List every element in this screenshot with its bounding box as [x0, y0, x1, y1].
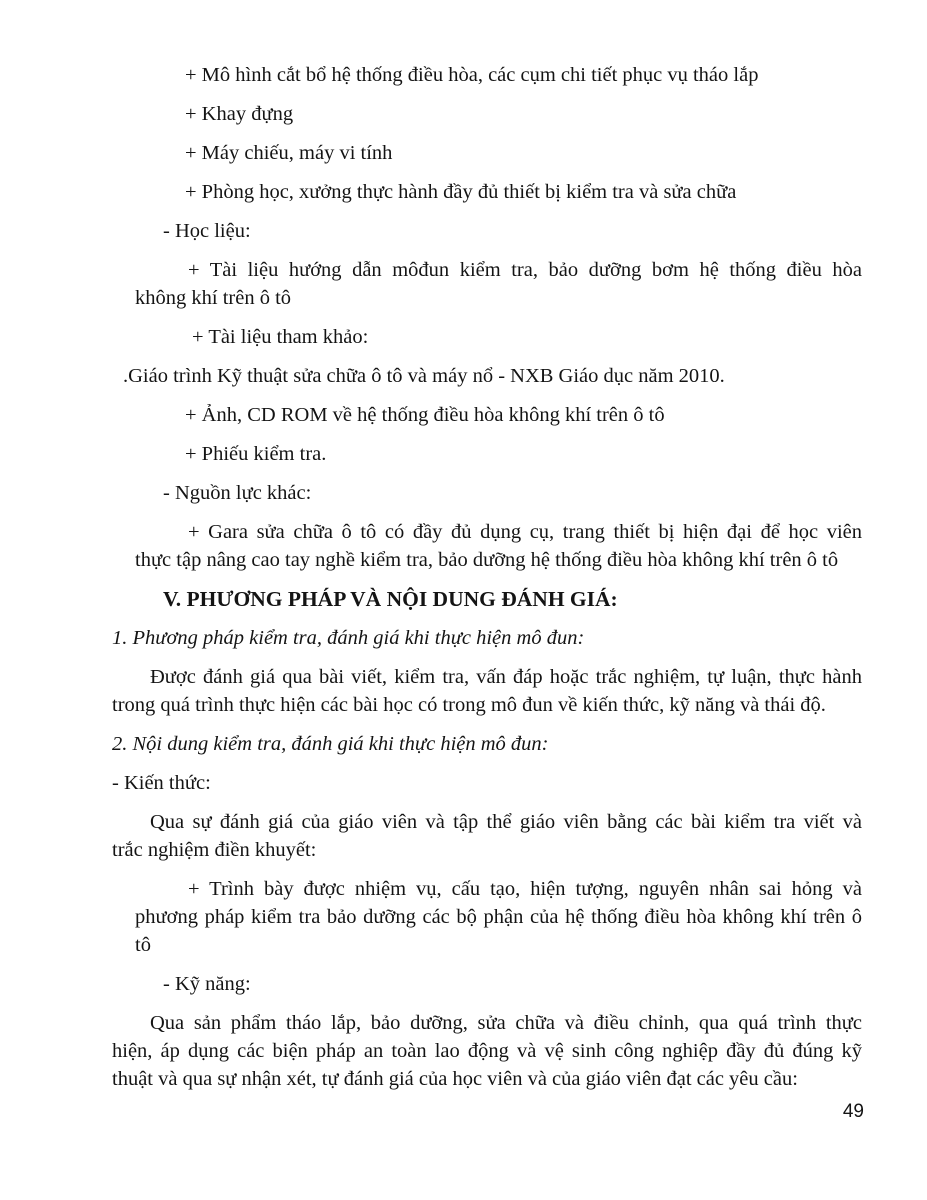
text-line: - Nguồn lực khác: — [163, 482, 312, 504]
text-line: + Máy chiếu, máy vi tính — [185, 142, 393, 164]
text-line: + Mô hình cắt bổ hệ thống điều hòa, các cụm chi tiết phục vụ tháo lắp — [185, 64, 759, 86]
text-line: + Ảnh, CD ROM về hệ thống điều hòa không khí trên ô tô — [185, 404, 665, 426]
text-line: V. PHƯƠNG PHÁP VÀ NỘI DUNG ĐÁNH GIÁ: — [163, 587, 618, 611]
text-line: - Học liệu: — [163, 220, 251, 242]
text-line: Qua sự đánh giá của giáo viên và tập thể giáo viên bằng các bài kiểm tra viết và — [150, 811, 862, 833]
text-line: + Trình bày được nhiệm vụ, cấu tạo, hiện tượng, nguyên nhân sai hỏng và — [188, 878, 862, 900]
plus-list-item — [185, 61, 862, 89]
section-heading — [163, 585, 862, 613]
text-line: hiện, áp dụng các biện pháp an toàn lao động và vệ sinh công nghiệp đầy đủ đúng kỹ — [112, 1040, 862, 1062]
text-line: + Phiếu kiểm tra. — [185, 443, 327, 465]
text-line: trong quá trình thực hiện các bài học có trong mô đun về kiến thức, kỹ năng và thái độ. — [112, 694, 826, 716]
text-line: - Kiến thức: — [112, 772, 211, 794]
plus-list-item — [185, 139, 862, 167]
plus-list-item — [185, 100, 862, 128]
dash-list-item — [112, 769, 862, 797]
dash-list-item — [163, 217, 862, 245]
text-line: thực tập nâng cao tay nghề kiểm tra, bảo dưỡng hệ thống điều hòa không khí trên ô tô — [135, 549, 839, 571]
text-line: không khí trên ô tô — [135, 287, 292, 309]
plus-paragraph — [135, 875, 862, 959]
document-body — [112, 61, 862, 1104]
paragraph — [112, 663, 862, 719]
text-line: - Kỹ năng: — [163, 973, 251, 995]
text-line: Qua sản phẩm tháo lắp, bảo dưỡng, sửa chữa và điều chỉnh, qua quá trình thực — [150, 1012, 862, 1034]
text-line: phương pháp kiểm tra bảo dưỡng các bộ phận của hệ thống điều hòa không khí trên ô — [135, 906, 862, 928]
text-line: tô — [135, 934, 151, 956]
text-line: thuật và qua sự nhận xét, tự đánh giá của học viên và của giáo viên đạt các yêu cầu: — [112, 1068, 798, 1090]
plus-list-item — [185, 401, 862, 429]
text-line: + Phòng học, xưởng thực hành đầy đủ thiết bị kiểm tra và sửa chữa — [185, 181, 737, 203]
plus-list-item — [185, 440, 862, 468]
text-line: .Giáo trình Kỹ thuật sửa chữa ô tô và máy nổ - NXB Giáo dục năm 2010. — [123, 365, 725, 387]
plus-paragraph — [135, 518, 862, 574]
text-line: + Tài liệu tham khảo: — [192, 326, 369, 348]
text-line: 2. Nội dung kiểm tra, đánh giá khi thực hiện mô đun: — [112, 733, 549, 755]
italic-subheading — [112, 624, 862, 652]
text-line: Được đánh giá qua bài viết, kiểm tra, vấn đáp hoặc trắc nghiệm, tự luận, thực hành — [150, 666, 862, 688]
text-line: + Gara sửa chữa ô tô có đầy đủ dụng cụ, trang thiết bị hiện đại để học viên — [188, 521, 862, 543]
paragraph — [112, 808, 862, 864]
text-line: 1. Phương pháp kiểm tra, đánh giá khi thực hiện mô đun: — [112, 627, 585, 649]
text-line: + Khay đựng — [185, 103, 294, 125]
dash-list-item — [163, 479, 862, 507]
reference-line — [123, 362, 862, 390]
plus-list-item — [185, 178, 862, 206]
page-number: 49 — [842, 1101, 864, 1122]
text-line: trắc nghiệm điền khuyết: — [112, 839, 317, 861]
dash-list-item — [163, 970, 862, 998]
plus-list-item — [192, 323, 862, 351]
paragraph — [112, 1009, 862, 1093]
text-line: + Tài liệu hướng dẫn môđun kiểm tra, bảo dưỡng bơm hệ thống điều hòa — [188, 259, 862, 281]
italic-subheading — [112, 730, 862, 758]
plus-paragraph — [135, 256, 862, 312]
